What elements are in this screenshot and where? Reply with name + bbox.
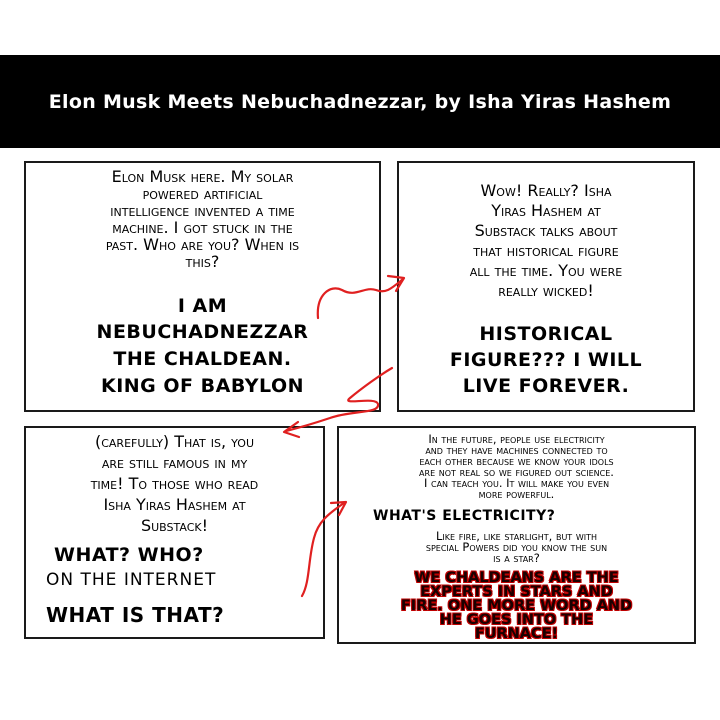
speech-line: Like fire, like starlight, but with	[435, 529, 598, 543]
panel-elon-intro	[24, 161, 381, 412]
shout-line: NEBUCHADNEZZAR	[96, 321, 309, 343]
speech-line: is a star?	[493, 551, 540, 565]
shout-line: HISTORICAL	[479, 323, 613, 345]
red-shout-line: FIRE. ONE MORE WORD AND	[400, 598, 633, 614]
panel-elon-careful	[24, 426, 325, 639]
speech-line: Isha Yiras Hashem at	[103, 495, 246, 514]
panel-nebuchadnezzar-furnace	[337, 426, 696, 644]
speech-line: past. Who are you? When is	[105, 235, 300, 254]
red-shout-line: HE GOES INTO THE	[439, 612, 594, 628]
shout-line: THE CHALDEAN.	[113, 348, 292, 370]
red-shout-line: WE CHALDEANS ARE THE	[414, 570, 619, 586]
speech-line: Yiras Hashem at	[491, 201, 601, 220]
speech-line: machine. I got stuck in the	[112, 218, 293, 237]
speech-line: powered artificial	[142, 184, 263, 203]
shout-line: WHAT'S ELECTRICITY?	[373, 508, 556, 524]
speech-line: Wow! Really? Isha	[480, 181, 612, 200]
shout-line: KING OF BABYLON	[100, 375, 305, 397]
speech-line: intelligence invented a time	[110, 201, 295, 220]
shout-line: WHAT IS THAT?	[46, 603, 225, 627]
speech-line: this?	[185, 252, 220, 271]
speech-line: time! To those who read	[90, 474, 259, 493]
speech-line: and they have machines connected to	[425, 443, 608, 457]
speech-line: ON THE INTERNET	[46, 570, 217, 590]
speech-line: I can teach you. It will make you even	[423, 476, 610, 490]
speech-line: special Powers did you know the sun	[425, 540, 608, 554]
speech-line: Substack talks about	[474, 221, 618, 240]
speech-line: Substack!	[140, 516, 209, 535]
speech-line: In the future, people use electricity	[428, 432, 605, 446]
shout-line: FIGURE??? I WILL	[449, 349, 643, 371]
panel-elon-response	[397, 161, 695, 412]
red-shout-line: EXPERTS IN STARS AND	[420, 584, 613, 600]
comic-title: Elon Musk Meets Nebuchadnezzar, by Isha Yiras Hashem	[48, 91, 672, 113]
speech-line: really wicked!	[498, 281, 594, 300]
speech-line: (carefully) That is, you	[94, 432, 254, 451]
title-banner	[0, 55, 720, 148]
shout-line: LIVE FOREVER.	[462, 375, 630, 397]
speech-line: Elon Musk here. My solar	[111, 167, 294, 186]
red-shout-line: FURNACE!	[474, 626, 559, 642]
shout-line: I AM	[177, 295, 228, 317]
speech-line: are not real so we figured out science.	[419, 465, 614, 479]
speech-line: are still famous in my	[101, 453, 248, 472]
speech-line: more powerful.	[478, 487, 555, 501]
speech-line: all the time. You were	[469, 261, 623, 280]
shout-line: WHAT? WHO?	[54, 544, 204, 566]
speech-line: each other because we know your idols	[419, 454, 614, 468]
speech-line: that historical figure	[473, 241, 619, 260]
